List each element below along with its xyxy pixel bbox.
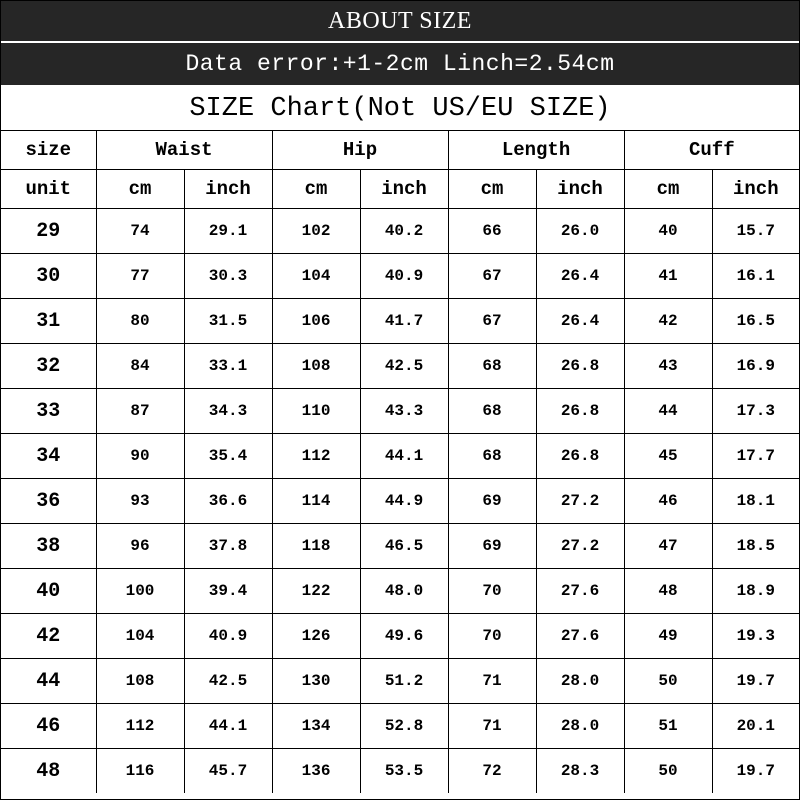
- hip-cm-cell: 108: [272, 344, 360, 389]
- waist-cm-cell: 74: [96, 209, 184, 254]
- size-cell: 38: [1, 524, 96, 569]
- table-row: [1, 254, 799, 299]
- waist-header: Waist: [96, 131, 272, 170]
- waist-cm-cell: 90: [96, 434, 184, 479]
- data-error-note: Data error:+1-2cm Linch=2.54cm: [1, 43, 799, 87]
- size-header: size: [1, 131, 96, 170]
- table-row: [1, 569, 799, 614]
- size-cell: 32: [1, 344, 96, 389]
- size-cell: 36: [1, 479, 96, 524]
- hip-inch-cell: 46.5: [360, 524, 448, 569]
- length-inch-cell: 26.8: [536, 389, 624, 434]
- about-size-banner: ABOUT SIZE: [1, 1, 799, 43]
- size-cell: 29: [1, 209, 96, 254]
- hip-cm-cell: 112: [272, 434, 360, 479]
- hip-cm-cell: 104: [272, 254, 360, 299]
- waist-cm-cell: 100: [96, 569, 184, 614]
- cuff-inch-cell: 15.7: [712, 209, 799, 254]
- size-cell: 30: [1, 254, 96, 299]
- table-row: [1, 434, 799, 479]
- hip-inch-cell: 49.6: [360, 614, 448, 659]
- cuff-cm-header: cm: [624, 170, 712, 209]
- length-cm-cell: 72: [448, 749, 536, 794]
- table-row: [1, 209, 799, 254]
- length-inch-cell: 27.2: [536, 479, 624, 524]
- hip-inch-cell: 41.7: [360, 299, 448, 344]
- waist-cm-cell: 104: [96, 614, 184, 659]
- hip-cm-cell: 134: [272, 704, 360, 749]
- cuff-cm-cell: 41: [624, 254, 712, 299]
- length-cm-cell: 67: [448, 254, 536, 299]
- waist-cm-cell: 77: [96, 254, 184, 299]
- table-row: [1, 614, 799, 659]
- waist-cm-cell: 108: [96, 659, 184, 704]
- length-cm-cell: 71: [448, 659, 536, 704]
- waist-inch-cell: 33.1: [184, 344, 272, 389]
- size-cell: 34: [1, 434, 96, 479]
- length-cm-cell: 68: [448, 389, 536, 434]
- waist-cm-cell: 80: [96, 299, 184, 344]
- cuff-cm-cell: 50: [624, 659, 712, 704]
- cuff-cm-cell: 48: [624, 569, 712, 614]
- length-inch-cell: 26.4: [536, 254, 624, 299]
- table-row: [1, 389, 799, 434]
- length-cm-cell: 71: [448, 704, 536, 749]
- length-cm-cell: 68: [448, 344, 536, 389]
- hip-cm-cell: 110: [272, 389, 360, 434]
- cuff-inch-cell: 19.7: [712, 659, 799, 704]
- waist-inch-cell: 37.8: [184, 524, 272, 569]
- size-cell: 31: [1, 299, 96, 344]
- hip-inch-cell: 40.9: [360, 254, 448, 299]
- waist-inch-cell: 36.6: [184, 479, 272, 524]
- cuff-cm-cell: 44: [624, 389, 712, 434]
- cuff-cm-cell: 45: [624, 434, 712, 479]
- table-row: [1, 344, 799, 389]
- table-row: [1, 704, 799, 749]
- cuff-cm-cell: 50: [624, 749, 712, 794]
- waist-inch-cell: 35.4: [184, 434, 272, 479]
- waist-cm-header: cm: [96, 170, 184, 209]
- cuff-inch-cell: 16.1: [712, 254, 799, 299]
- length-cm-cell: 67: [448, 299, 536, 344]
- waist-inch-cell: 29.1: [184, 209, 272, 254]
- length-inch-cell: 27.6: [536, 614, 624, 659]
- waist-inch-cell: 34.3: [184, 389, 272, 434]
- length-cm-cell: 69: [448, 524, 536, 569]
- cuff-inch-cell: 19.7: [712, 749, 799, 794]
- hip-cm-cell: 114: [272, 479, 360, 524]
- hip-inch-cell: 44.9: [360, 479, 448, 524]
- hip-cm-cell: 102: [272, 209, 360, 254]
- length-cm-cell: 70: [448, 569, 536, 614]
- table-row: [1, 524, 799, 569]
- waist-cm-cell: 96: [96, 524, 184, 569]
- waist-cm-cell: 87: [96, 389, 184, 434]
- chart-title: SIZE Chart(Not US/EU SIZE): [1, 87, 799, 131]
- length-inch-header: inch: [536, 170, 624, 209]
- waist-cm-cell: 116: [96, 749, 184, 794]
- length-inch-cell: 27.6: [536, 569, 624, 614]
- hip-cm-cell: 118: [272, 524, 360, 569]
- cuff-inch-cell: 18.9: [712, 569, 799, 614]
- length-cm-cell: 69: [448, 479, 536, 524]
- cuff-cm-cell: 51: [624, 704, 712, 749]
- hip-inch-header: inch: [360, 170, 448, 209]
- cuff-inch-cell: 18.1: [712, 479, 799, 524]
- size-table: [1, 131, 799, 793]
- waist-inch-cell: 39.4: [184, 569, 272, 614]
- hip-cm-cell: 126: [272, 614, 360, 659]
- length-inch-cell: 26.8: [536, 434, 624, 479]
- size-cell: 46: [1, 704, 96, 749]
- cuff-inch-cell: 16.9: [712, 344, 799, 389]
- cuff-inch-cell: 16.5: [712, 299, 799, 344]
- hip-inch-cell: 40.2: [360, 209, 448, 254]
- length-inch-cell: 26.0: [536, 209, 624, 254]
- group-header-row: [1, 131, 799, 170]
- table-row: [1, 749, 799, 794]
- hip-cm-cell: 136: [272, 749, 360, 794]
- hip-cm-cell: 106: [272, 299, 360, 344]
- waist-inch-cell: 40.9: [184, 614, 272, 659]
- hip-inch-cell: 42.5: [360, 344, 448, 389]
- length-inch-cell: 28.0: [536, 704, 624, 749]
- cuff-header: Cuff: [624, 131, 799, 170]
- length-inch-cell: 28.0: [536, 659, 624, 704]
- waist-cm-cell: 112: [96, 704, 184, 749]
- waist-inch-cell: 31.5: [184, 299, 272, 344]
- unit-header-row: [1, 170, 799, 209]
- size-cell: 42: [1, 614, 96, 659]
- cuff-inch-cell: 17.7: [712, 434, 799, 479]
- table-row: [1, 479, 799, 524]
- cuff-cm-cell: 49: [624, 614, 712, 659]
- hip-inch-cell: 52.8: [360, 704, 448, 749]
- length-inch-cell: 27.2: [536, 524, 624, 569]
- hip-inch-cell: 48.0: [360, 569, 448, 614]
- cuff-inch-header: inch: [712, 170, 799, 209]
- length-cm-cell: 66: [448, 209, 536, 254]
- hip-cm-cell: 130: [272, 659, 360, 704]
- length-cm-cell: 70: [448, 614, 536, 659]
- size-cell: 40: [1, 569, 96, 614]
- cuff-inch-cell: 18.5: [712, 524, 799, 569]
- hip-header: Hip: [272, 131, 448, 170]
- hip-inch-cell: 43.3: [360, 389, 448, 434]
- length-inch-cell: 26.4: [536, 299, 624, 344]
- cuff-cm-cell: 42: [624, 299, 712, 344]
- cuff-cm-cell: 43: [624, 344, 712, 389]
- waist-cm-cell: 93: [96, 479, 184, 524]
- waist-inch-header: inch: [184, 170, 272, 209]
- hip-inch-cell: 44.1: [360, 434, 448, 479]
- length-header: Length: [448, 131, 624, 170]
- cuff-inch-cell: 20.1: [712, 704, 799, 749]
- length-inch-cell: 28.3: [536, 749, 624, 794]
- hip-inch-cell: 51.2: [360, 659, 448, 704]
- cuff-inch-cell: 17.3: [712, 389, 799, 434]
- table-row: [1, 659, 799, 704]
- cuff-cm-cell: 40: [624, 209, 712, 254]
- cuff-cm-cell: 47: [624, 524, 712, 569]
- size-cell: 48: [1, 749, 96, 794]
- unit-label: unit: [1, 170, 96, 209]
- length-inch-cell: 26.8: [536, 344, 624, 389]
- size-cell: 44: [1, 659, 96, 704]
- waist-inch-cell: 42.5: [184, 659, 272, 704]
- cuff-cm-cell: 46: [624, 479, 712, 524]
- waist-cm-cell: 84: [96, 344, 184, 389]
- waist-inch-cell: 30.3: [184, 254, 272, 299]
- table-row: [1, 299, 799, 344]
- hip-inch-cell: 53.5: [360, 749, 448, 794]
- length-cm-cell: 68: [448, 434, 536, 479]
- waist-inch-cell: 45.7: [184, 749, 272, 794]
- size-cell: 33: [1, 389, 96, 434]
- hip-cm-header: cm: [272, 170, 360, 209]
- cuff-inch-cell: 19.3: [712, 614, 799, 659]
- length-cm-header: cm: [448, 170, 536, 209]
- hip-cm-cell: 122: [272, 569, 360, 614]
- waist-inch-cell: 44.1: [184, 704, 272, 749]
